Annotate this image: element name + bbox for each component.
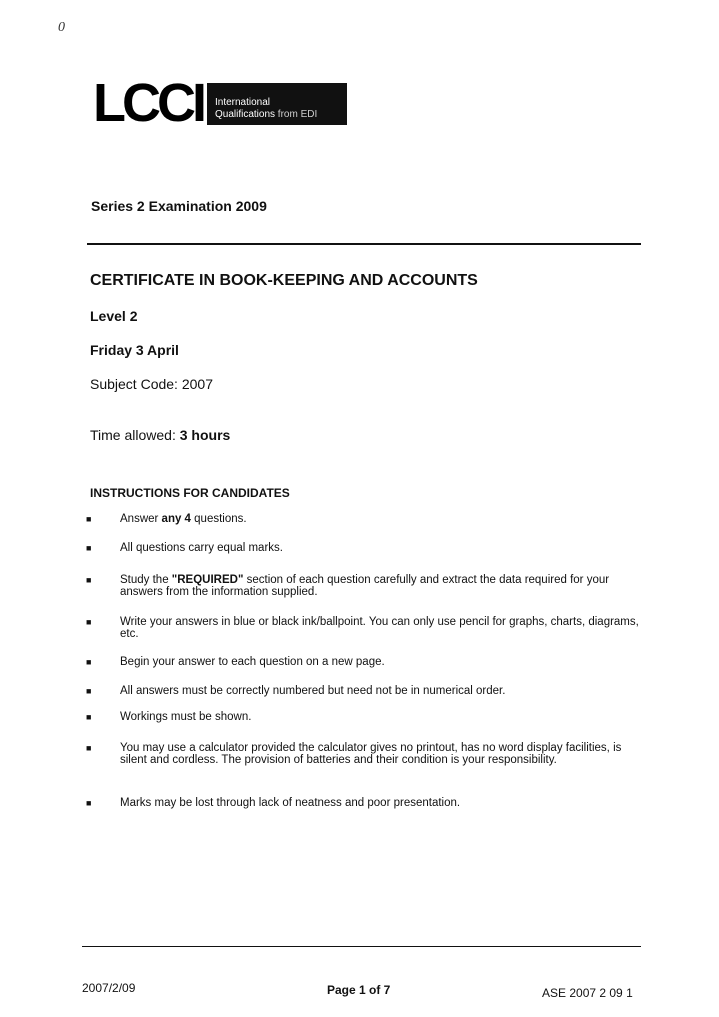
instruction-text bbox=[120, 797, 640, 809]
instruction-text-part: questions. bbox=[190, 513, 247, 525]
bullet-icon: ■ bbox=[86, 617, 92, 627]
time-label: Time allowed: bbox=[90, 427, 176, 443]
logo-line-2 bbox=[215, 109, 347, 121]
instruction-text-part: Begin your answer to each question on a new page. bbox=[120, 656, 385, 668]
bullet-icon: ■ bbox=[86, 575, 92, 585]
exam-date: Friday 3 April bbox=[90, 342, 179, 358]
bottom-rule bbox=[82, 946, 641, 947]
logo-line-2-text: Qualifications bbox=[214, 109, 276, 120]
bullet-icon: ■ bbox=[86, 543, 92, 553]
bullet-icon: ■ bbox=[86, 743, 92, 753]
logo-letters: LCCI bbox=[93, 73, 203, 133]
time-allowed bbox=[90, 427, 230, 443]
instructions-heading: INSTRUCTIONS FOR CANDIDATES bbox=[90, 486, 290, 500]
instruction-text bbox=[120, 542, 640, 554]
page-mark: 0 bbox=[58, 20, 65, 35]
instruction-item bbox=[86, 685, 646, 697]
instruction-text bbox=[120, 656, 640, 668]
logo-line-1: International bbox=[214, 97, 271, 108]
instruction-item bbox=[86, 797, 646, 809]
instruction-text-part: section of each question carefully and extract the data required for your answers from the information supplied. bbox=[120, 574, 610, 598]
instruction-text-part: All answers must be correctly numbered but need not be in numerical order. bbox=[120, 685, 506, 697]
footer-code: 2007/2/09 bbox=[82, 981, 136, 995]
top-rule bbox=[87, 243, 641, 245]
instruction-item bbox=[86, 656, 646, 668]
instruction-text bbox=[120, 574, 640, 598]
bullet-icon: ■ bbox=[86, 514, 92, 524]
instruction-item bbox=[86, 742, 646, 766]
instruction-text-emphasis: any 4 bbox=[161, 513, 191, 525]
instruction-item bbox=[86, 542, 646, 554]
instruction-item bbox=[86, 513, 646, 525]
instruction-text-part: Answer bbox=[120, 513, 162, 525]
footer-page-number: Page 1 of 7 bbox=[327, 983, 391, 997]
instruction-text bbox=[120, 513, 640, 525]
bullet-icon: ■ bbox=[86, 686, 92, 696]
instruction-text bbox=[120, 616, 640, 640]
instruction-item bbox=[86, 616, 646, 640]
instruction-text bbox=[120, 711, 640, 723]
logo-banner bbox=[207, 83, 347, 125]
bullet-icon: ■ bbox=[86, 712, 92, 722]
instruction-text bbox=[120, 742, 640, 766]
series-heading: Series 2 Examination 2009 bbox=[91, 198, 267, 214]
instruction-text-part: Study the bbox=[120, 574, 172, 586]
instruction-text-part: All questions carry equal marks. bbox=[120, 542, 283, 554]
subject-code: Subject Code: 2007 bbox=[90, 376, 213, 392]
instruction-text-part: You may use a calculator provided the calculator gives no printout, has no word display facilities, is silent and cordless. The provision of batteries and their condition is your responsibility. bbox=[120, 742, 622, 766]
instruction-text bbox=[120, 685, 640, 697]
instruction-item bbox=[86, 574, 646, 598]
lcci-logo bbox=[93, 73, 347, 133]
exam-level: Level 2 bbox=[90, 308, 138, 324]
exam-title: CERTIFICATE IN BOOK-KEEPING AND ACCOUNTS bbox=[90, 272, 478, 289]
instruction-text-part: Write your answers in blue or black ink/ballpoint. You can only use pencil for graphs, charts, diagrams, etc. bbox=[120, 616, 639, 640]
instruction-text-part: Marks may be lost through lack of neatness and poor presentation. bbox=[120, 797, 461, 809]
instruction-item bbox=[86, 711, 646, 723]
instruction-text-emphasis: "REQUIRED" bbox=[171, 574, 244, 586]
instruction-text-part: Workings must be shown. bbox=[120, 711, 252, 723]
time-value: 3 hours bbox=[179, 427, 231, 443]
logo-line-2-suffix: from EDI bbox=[277, 109, 318, 120]
bullet-icon: ■ bbox=[86, 657, 92, 667]
bullet-icon: ■ bbox=[86, 798, 92, 808]
footer-reference: ASE 2007 2 09 1 bbox=[542, 986, 633, 1000]
